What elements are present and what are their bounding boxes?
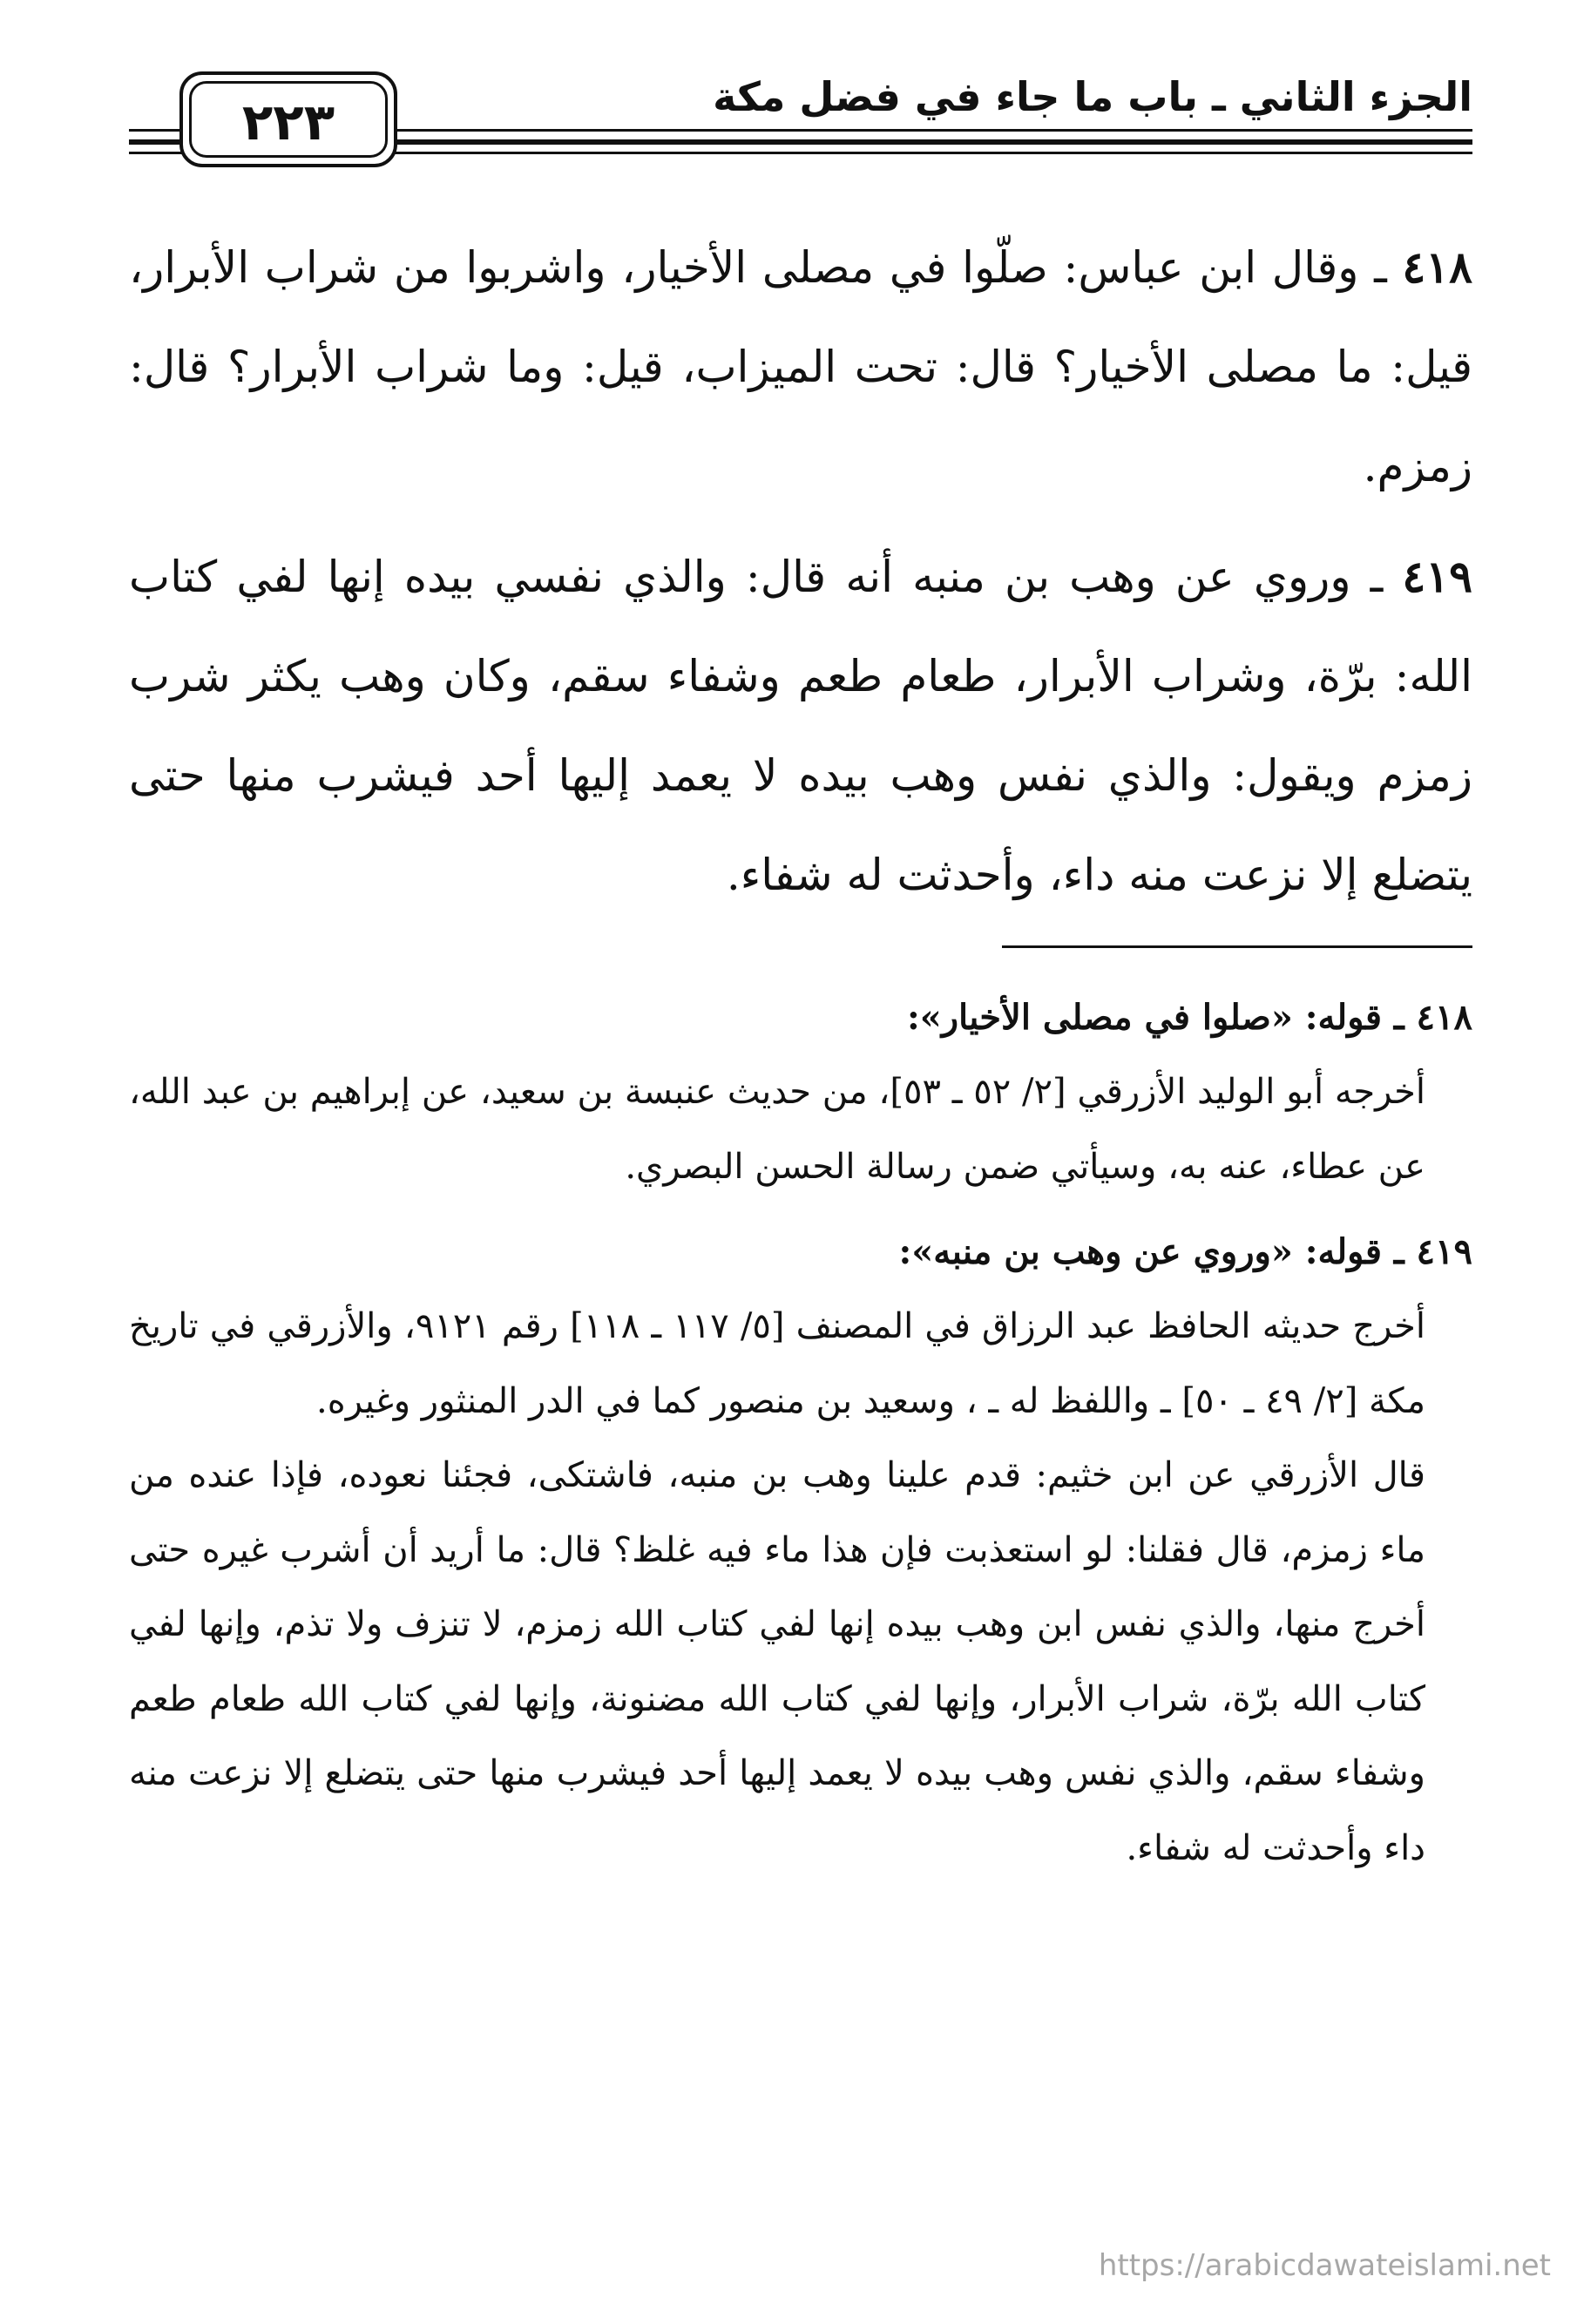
footnote-body-continued: قال الأزرقي عن ابن خثيم: قدم علينا وهب بن منبه، فاشتكى، فجئنا نعوده، فإذا عنده من ماء زمزم، قال فقلنا: لو استعذبت فإن هذا ماء فيه غلظ؟ قال: ما أريد أن أشرب غيره حتى أخرج منها، والذي نفس ابن وهب بيده إنها لفي كتاب الله زمزم، لا تنزف ولا تذم، وإنها لفي كتاب الله برّة، شراب الأبرار، وإنها لفي كتاب الله مضنونة، وإنها لفي كتاب الله طعام طعم وشفاء سقم، والذي نفس وهب بيده لا يعمد إليها أحد فيشرب منها حتى يتضلع إلا نزعت منه داء وأحدثت له شفاء. bbox=[129, 1455, 1425, 1868]
footnote-body: أخرج حديثه الحافظ عبد الرزاق في المصنف [٥/ ١١٧ ـ ١١٨] رقم ٩١٢١، والأزرقي في تاريخ مكة [٢/ ٤٩ ـ ٥٠] ـ واللفظ له ـ ، وسعيد بن منصور كما في الدر المنثور وغيره. bbox=[129, 1306, 1425, 1421]
page-number: ٢٢٣ bbox=[241, 92, 335, 152]
paragraph-419 bbox=[129, 527, 1472, 925]
footnote-418 bbox=[129, 980, 1472, 1204]
footnote-separator bbox=[1002, 945, 1472, 948]
footnote-419 bbox=[129, 1215, 1472, 1886]
paragraph-text: ـ وقال ابن عباس: صلّوا في مصلى الأخيار، واشربوا من شراب الأبرار، قيل: ما مصلى الأخيار؟ قال: تحت الميزاب، قيل: وما شراب الأبرار؟ قال: زمزم. bbox=[129, 242, 1472, 491]
footnote-body: أخرجه أبو الوليد الأزرقي [٢/ ٥٢ ـ ٥٣]، من حديث عنبسة بن سعيد، عن إبراهيم بن عبد الله، عن عطاء، عنه به، وسيأتي ضمن رسالة الحسن البصري. bbox=[129, 1072, 1425, 1187]
footnote-heading: ٤١٨ ـ قوله: «صلوا في مصلى الأخيار»: bbox=[906, 997, 1472, 1038]
page-header bbox=[129, 61, 1472, 157]
page-number-frame bbox=[179, 71, 397, 167]
paragraph-text: ـ وروي عن وهب بن منبه أنه قال: والذي نفسي بيده إنها لفي كتاب الله: برّة، وشراب الأبرار، طعام طعم وشفاء سقم، وكان وهب يكثر شرب زمزم ويقول: والذي نفس وهب بيده لا يعمد إليها أحد فيشرب منها حتى يتضلع إلا نزعت منه داء، وأحدثت له شفاء. bbox=[129, 552, 1472, 900]
paragraph-418 bbox=[129, 218, 1472, 516]
watermark-url: https://arabicdawateislami.net bbox=[1098, 2248, 1551, 2283]
footnotes bbox=[129, 980, 1472, 1886]
footnote-heading: ٤١٩ ـ قوله: «وروي عن وهب بن منبه»: bbox=[898, 1231, 1472, 1272]
paragraph-number: ٤١٨ bbox=[1402, 241, 1472, 293]
running-header-title: الجزء الثاني ـ باب ما جاء في فضل مكة bbox=[713, 73, 1472, 120]
paragraph-number: ٤١٩ bbox=[1402, 551, 1472, 602]
